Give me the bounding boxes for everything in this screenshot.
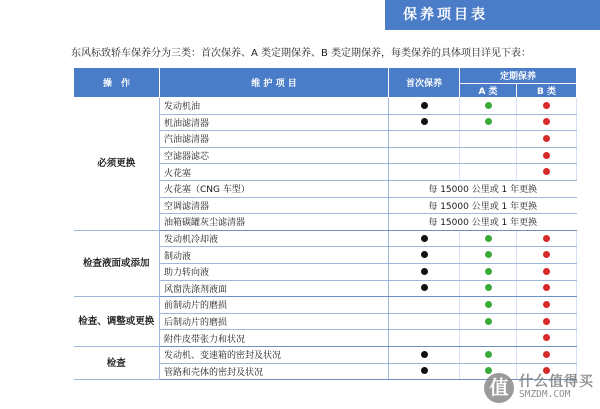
type-b-cell <box>517 346 577 363</box>
header-first: 首次保养 <box>389 68 460 98</box>
green-dot-icon <box>485 102 492 109</box>
type-b-cell <box>517 230 577 247</box>
operation-cell: 必须更换 <box>74 98 160 231</box>
first-service-cell <box>389 114 460 131</box>
header-item: 维 护 项 目 <box>160 68 389 98</box>
watermark-cn: 什么值得买 <box>519 374 594 391</box>
watermark-en: SMZDM.COM <box>519 389 571 401</box>
item-cell: 前制动片的磨损 <box>160 297 389 314</box>
header-b: B 类 <box>517 84 577 98</box>
item-cell: 助力转向液 <box>160 263 389 280</box>
type-a-cell <box>460 263 517 280</box>
red-dot-icon <box>543 235 550 242</box>
type-a-cell <box>460 313 517 330</box>
red-dot-icon <box>543 152 550 159</box>
type-b-cell <box>517 280 577 297</box>
black-dot-icon <box>421 268 428 275</box>
first-service-cell <box>389 247 460 264</box>
table-row <box>74 230 577 247</box>
black-dot-icon <box>421 284 428 291</box>
type-a-cell <box>460 330 517 347</box>
type-b-cell <box>517 131 577 148</box>
black-dot-icon <box>421 367 428 374</box>
green-dot-icon <box>485 351 492 358</box>
table-row <box>74 346 577 363</box>
header-periodic: 定期保养 <box>460 68 577 84</box>
type-b-cell <box>517 297 577 314</box>
item-cell: 发动机油 <box>160 98 389 115</box>
interval-note: 每 15000 公里或 1 年更换 <box>389 197 577 214</box>
first-service-cell <box>389 147 460 164</box>
first-service-cell <box>389 330 460 347</box>
maintenance-table <box>73 67 577 380</box>
black-dot-icon <box>421 351 428 358</box>
type-b-cell <box>517 313 577 330</box>
type-b-cell <box>517 114 577 131</box>
type-a-cell <box>460 114 517 131</box>
item-cell: 空调滤清器 <box>160 197 389 214</box>
item-cell: 制动液 <box>160 247 389 264</box>
red-dot-icon <box>543 284 550 291</box>
first-service-cell <box>389 280 460 297</box>
green-dot-icon <box>485 268 492 275</box>
first-service-cell <box>389 164 460 181</box>
item-cell: 管路和壳体的密封及状况 <box>160 363 389 380</box>
black-dot-icon <box>421 251 428 258</box>
first-service-cell <box>389 297 460 314</box>
red-dot-icon <box>543 318 550 325</box>
table-row <box>74 297 577 314</box>
green-dot-icon <box>485 284 492 291</box>
red-dot-icon <box>543 168 550 175</box>
watermark <box>484 373 594 403</box>
type-b-cell <box>517 98 577 115</box>
type-a-cell <box>460 147 517 164</box>
first-service-cell <box>389 98 460 115</box>
green-dot-icon <box>485 118 492 125</box>
page-title: 保养项目表 <box>385 0 600 30</box>
first-service-cell <box>389 346 460 363</box>
intro-text: 东风标致轿车保养分为三类：首次保养、A 类定期保养、B 类定期保养，每类保养的具体项目详见下表： <box>71 48 532 59</box>
green-dot-icon <box>485 318 492 325</box>
type-b-cell <box>517 164 577 181</box>
type-a-cell <box>460 164 517 181</box>
item-cell: 空滤器滤芯 <box>160 147 389 164</box>
item-cell: 风窗洗涤剂液面 <box>160 280 389 297</box>
header-operation: 操 作 <box>74 68 160 98</box>
operation-cell: 检查液面或添加 <box>74 230 160 296</box>
first-service-cell <box>389 313 460 330</box>
item-cell: 汽油滤清器 <box>160 131 389 148</box>
item-cell: 后制动片的磨损 <box>160 313 389 330</box>
red-dot-icon <box>543 118 550 125</box>
item-cell: 火花塞 <box>160 164 389 181</box>
operation-cell: 检查、调整或更换 <box>74 297 160 347</box>
item-cell: 油箱碳罐灰尘滤清器 <box>160 214 389 231</box>
black-dot-icon <box>421 102 428 109</box>
item-cell: 机油滤清器 <box>160 114 389 131</box>
red-dot-icon <box>543 301 550 308</box>
black-dot-icon <box>421 118 428 125</box>
type-a-cell <box>460 247 517 264</box>
first-service-cell <box>389 230 460 247</box>
operation-cell: 检查 <box>74 346 160 379</box>
green-dot-icon <box>485 235 492 242</box>
type-a-cell <box>460 131 517 148</box>
item-cell: 火花塞（CNG 车型） <box>160 180 389 197</box>
type-b-cell <box>517 147 577 164</box>
first-service-cell <box>389 363 460 380</box>
type-b-cell <box>517 247 577 264</box>
red-dot-icon <box>543 102 550 109</box>
interval-note: 每 15000 公里或 1 年更换 <box>389 214 577 231</box>
item-cell: 发动机、变速箱的密封及状况 <box>160 346 389 363</box>
green-dot-icon <box>485 251 492 258</box>
type-a-cell <box>460 346 517 363</box>
interval-note: 每 15000 公里或 1 年更换 <box>389 180 577 197</box>
table-row <box>74 98 577 115</box>
type-b-cell <box>517 263 577 280</box>
type-a-cell <box>460 280 517 297</box>
header-a: A 类 <box>460 84 517 98</box>
first-service-cell <box>389 263 460 280</box>
item-cell: 附件皮带张力和状况 <box>160 330 389 347</box>
watermark-logo-icon: 值 <box>484 373 514 403</box>
red-dot-icon <box>543 268 550 275</box>
green-dot-icon <box>485 301 492 308</box>
type-a-cell <box>460 297 517 314</box>
red-dot-icon <box>543 135 550 142</box>
red-dot-icon <box>543 351 550 358</box>
type-a-cell <box>460 98 517 115</box>
item-cell: 发动机冷却液 <box>160 230 389 247</box>
red-dot-icon <box>543 334 550 341</box>
first-service-cell <box>389 131 460 148</box>
black-dot-icon <box>421 235 428 242</box>
type-a-cell <box>460 230 517 247</box>
red-dot-icon <box>543 251 550 258</box>
type-b-cell <box>517 330 577 347</box>
